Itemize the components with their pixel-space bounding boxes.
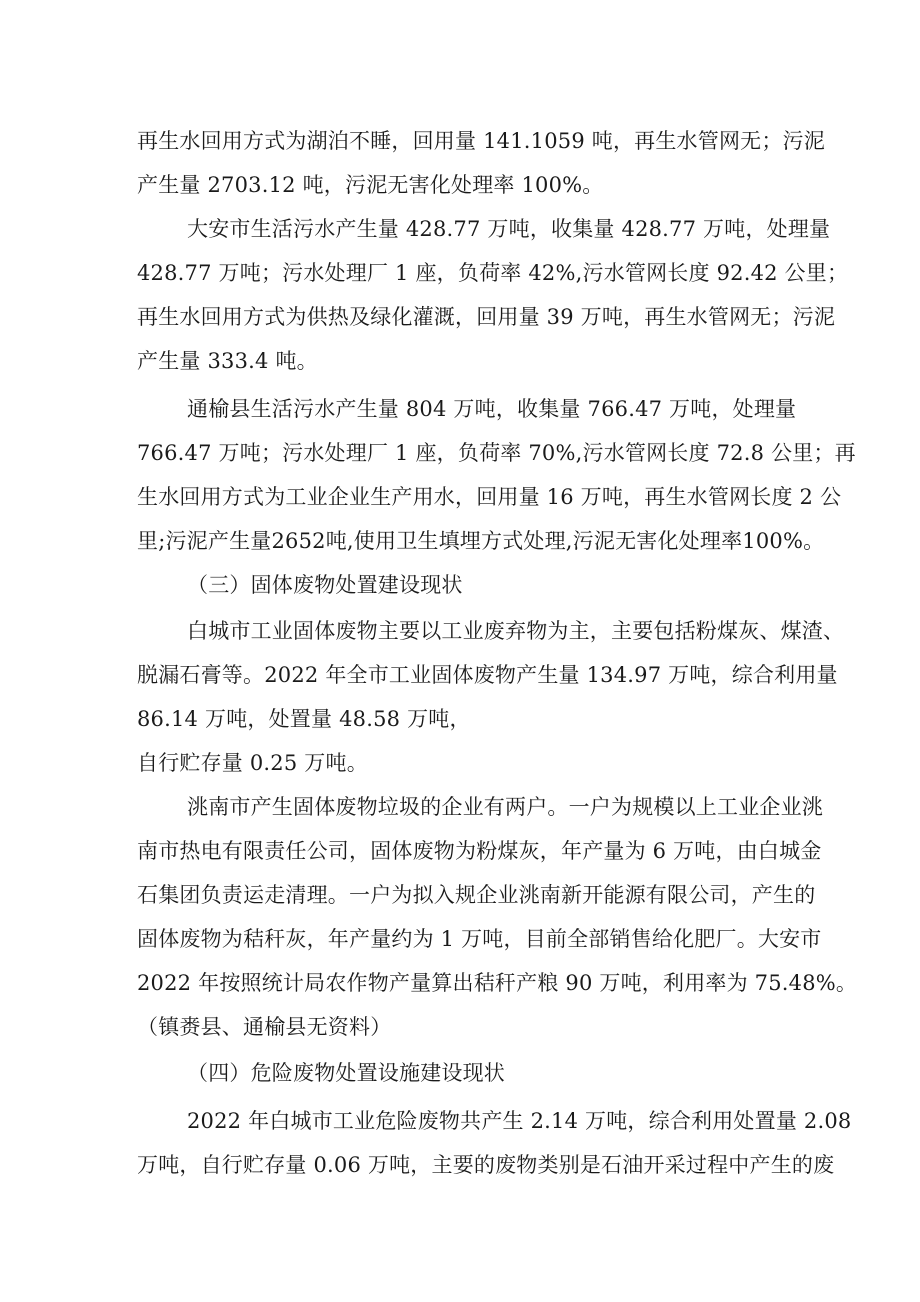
paragraph-line: 再生水回用方式为供热及绿化灌溉，回用量 39 万吨，再生水管网无；污泥 (137, 305, 836, 329)
paragraph-line: （镇赉县、通榆县无资料） (137, 1015, 392, 1039)
paragraph-line: 里;污泥产生量2652吨,使用卫生填埋方式处理,污泥无害化处理率100%。 (137, 529, 825, 553)
paragraph-line: 生水回用方式为工业企业生产用水，回用量 16 万吨，再生水管网长度 2 公 (137, 485, 842, 509)
paragraph-line: 自行贮存量 0.25 万吨。 (137, 751, 368, 775)
paragraph-line: 产生量 2703.12 吨，污泥无害化处理率 100%。 (137, 173, 604, 197)
paragraph-line: 766.47 万吨；污水处理厂 1 座，负荷率 70%,污水管网长度 72.8 公里；再 (137, 441, 856, 465)
paragraph-line: 86.14 万吨，处置量 48.58 万吨， (137, 707, 471, 731)
paragraph-line: 通榆县生活污水产生量 804 万吨，收集量 766.47 万吨，处理量 (187, 397, 797, 421)
paragraph-line: 2022 年白城市工业危险废物共产生 2.14 万吨，综合利用处置量 2.08 (187, 1109, 852, 1133)
section-heading-4: （四）危险废物处置设施建设现状 (187, 1061, 505, 1085)
section-heading-3: （三）固体废物处置建设现状 (187, 573, 463, 597)
paragraph-line: 固体废物为秸秆灰，年产量约为 1 万吨，目前全部销售给化肥厂。大安市 (137, 927, 822, 951)
paragraph-line: 产生量 333.4 吨。 (137, 349, 318, 373)
paragraph-line: 白城市工业固体废物主要以工业废弃物为主，主要包括粉煤灰、煤渣、 (187, 619, 845, 643)
paragraph-line: 南市热电有限责任公司，固体废物为粉煤灰，年产量为 6 万吨，由白城金 (137, 839, 822, 863)
paragraph-line: 洮南市产生固体废物垃圾的企业有两户。一户为规模以上工业企业洮 (187, 795, 823, 819)
paragraph-line: 石集团负责运走清理。一户为拟入规企业洮南新开能源有限公司，产生的 (137, 883, 816, 907)
paragraph-line: 万吨，自行贮存量 0.06 万吨，主要的废物类别是石油开采过程中产生的废 (137, 1153, 835, 1177)
paragraph-line: 再生水回用方式为湖泊不睡，回用量 141.1059 吨，再生水管网无；污泥 (137, 129, 825, 153)
paragraph-line: 脱漏石膏等。2022 年全市工业固体废物产生量 134.97 万吨，综合利用量 (137, 663, 838, 687)
paragraph-line: 428.77 万吨；污水处理厂 1 座，负荷率 42%,污水管网长度 92.42 公里； (137, 261, 849, 285)
paragraph-line: 大安市生活污水产生量 428.77 万吨，收集量 428.77 万吨，处理量 (187, 217, 831, 241)
paragraph-line: 2022 年按照统计局农作物产量算出秸秆产粮 90 万吨，利用率为 75.48%。 (137, 971, 858, 995)
